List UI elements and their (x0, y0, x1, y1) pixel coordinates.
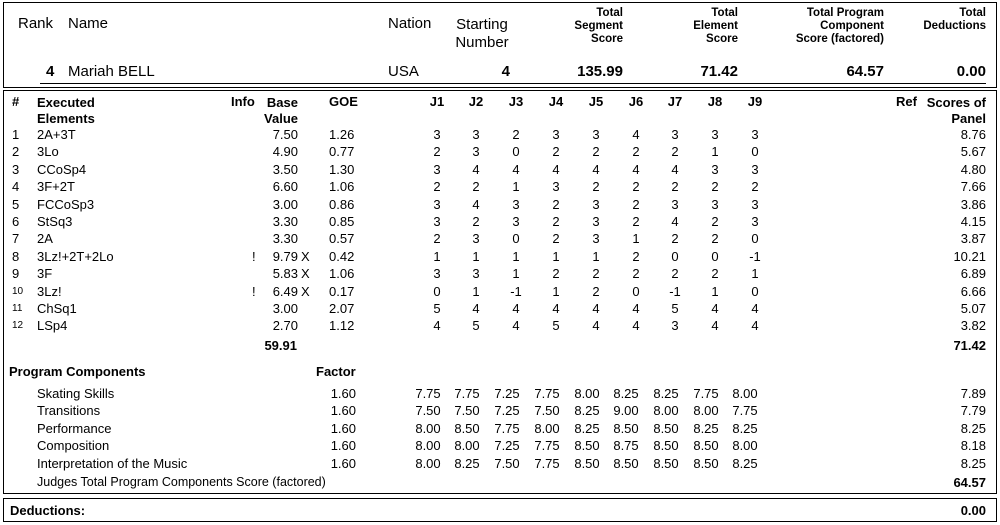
component-judge-score: 8.50 (693, 455, 719, 471)
element-number: 7 (12, 231, 20, 247)
judge-score: 4 (592, 318, 600, 334)
component-factor: 1.60 (330, 438, 356, 454)
element-row (0, 126, 1000, 143)
component-panel-score: 7.89 (960, 386, 986, 401)
component-factor: 1.60 (330, 386, 356, 401)
judge-score: 4 (751, 318, 759, 334)
judge-score: 2 (711, 266, 719, 282)
element-number: 3 (12, 161, 20, 177)
component-name: Composition (37, 438, 110, 454)
judge-score: 3 (552, 179, 560, 195)
component-judge-score: 8.50 (613, 420, 639, 436)
judge-score: 3 (711, 161, 719, 177)
component-judge-score: 8.50 (574, 438, 600, 454)
element-panel-score: 5.67 (960, 144, 986, 160)
judge-score: 3 (592, 214, 600, 229)
judge-score: 2 (592, 179, 600, 195)
judge-score: 2 (671, 144, 679, 160)
judge-score: 3 (671, 196, 679, 212)
rank-header: Rank (18, 15, 54, 32)
element-row (0, 196, 1000, 213)
judge-score: 2 (552, 196, 560, 212)
judge-score: 2 (552, 214, 560, 229)
judge-score: 3 (592, 196, 600, 212)
judge-score: 3 (751, 127, 759, 142)
total-segment-score-header: Total Segment Score (574, 7, 623, 45)
element-number: 2 (12, 144, 20, 160)
judge-score: 3 (592, 231, 600, 247)
component-judge-score: 7.25 (494, 438, 520, 454)
element-base-value: 6.49 (272, 283, 298, 299)
judge-score: 3 (472, 266, 480, 282)
element-panel-score: 4.15 (960, 214, 986, 229)
element-panel-score: 4.80 (960, 161, 986, 177)
judge-score: 3 (472, 127, 480, 142)
judge-score: 1 (711, 144, 719, 160)
judge-score: 2 (632, 248, 640, 264)
element-goe: 0.86 (329, 196, 355, 212)
element-number: 12 (12, 320, 24, 332)
judge-score: 3 (472, 144, 480, 160)
component-judge-score: 8.25 (732, 455, 758, 471)
judge-score: 3 (433, 127, 441, 142)
element-name: CCoSp4 (37, 161, 87, 177)
element-number: 11 (12, 303, 23, 314)
judge-score: -1 (669, 283, 681, 299)
component-judge-score: 7.75 (494, 420, 520, 436)
component-row (0, 385, 1000, 402)
total-program-component-score-value: 64.57 (846, 63, 884, 80)
judge-header-9: J9 (747, 94, 763, 109)
element-base-value: 9.79 (272, 248, 298, 264)
judge-score: 0 (751, 231, 759, 247)
component-judge-score: 8.50 (653, 438, 679, 454)
judge-score: 4 (632, 161, 640, 177)
judge-score: 3 (433, 214, 441, 229)
element-goe: 1.30 (329, 161, 355, 177)
element-panel-score: 6.89 (960, 266, 986, 282)
starting-number-header: Starting Number (455, 16, 509, 51)
component-judge-score: 8.00 (574, 386, 600, 401)
judge-score: 2 (711, 214, 719, 229)
judge-score: 2 (632, 179, 640, 195)
judge-score: 3 (751, 196, 759, 212)
judge-score: 2 (632, 214, 640, 229)
judge-score: 2 (592, 144, 600, 160)
component-row (0, 455, 1000, 472)
element-number: 6 (12, 214, 20, 229)
element-goe: 0.85 (329, 214, 355, 229)
element-name: 3Lo (37, 144, 59, 160)
component-judge-score: 7.50 (454, 403, 480, 419)
judge-score: 4 (512, 318, 520, 334)
judge-score: 4 (433, 318, 441, 334)
component-factor: 1.60 (330, 420, 356, 436)
component-judge-score: 8.50 (653, 455, 679, 471)
element-base-value: 2.70 (272, 318, 298, 334)
element-goe: 2.07 (329, 301, 355, 316)
judge-score: 1 (472, 248, 480, 264)
element-name: 2A (37, 231, 53, 247)
element-name: 3F (37, 266, 53, 282)
judge-score: 1 (472, 283, 480, 299)
judge-score: 5 (671, 301, 679, 316)
element-x-marker: X (301, 248, 310, 264)
component-judge-score: 8.00 (693, 403, 719, 419)
total-deductions-value: 0.00 (956, 63, 986, 80)
num-header: # (12, 94, 20, 109)
scores-of-panel-header: Scores of Panel (926, 95, 986, 126)
component-judge-score: 8.25 (454, 455, 480, 471)
judge-score: 3 (433, 196, 441, 212)
component-judge-score: 7.75 (732, 403, 758, 419)
component-judge-score: 8.00 (415, 420, 441, 436)
component-judge-score: 7.75 (693, 386, 719, 401)
judge-score: -1 (749, 248, 761, 264)
judge-score: 3 (671, 318, 679, 334)
component-factor: 1.60 (330, 403, 356, 419)
element-row (0, 178, 1000, 195)
judge-score: 2 (711, 231, 719, 247)
element-base-value: 3.50 (272, 161, 298, 177)
judge-score: 1 (592, 248, 600, 264)
judge-score: 3 (671, 127, 679, 142)
element-name: FCCoSp3 (37, 196, 95, 212)
component-judge-score: 7.75 (415, 386, 441, 401)
judge-score: 2 (671, 231, 679, 247)
judge-score: 2 (632, 196, 640, 212)
component-judge-score: 7.75 (534, 386, 560, 401)
element-panel-score: 7.66 (960, 179, 986, 195)
judge-score: 1 (512, 179, 520, 195)
judge-score: 4 (552, 301, 560, 316)
component-judge-score: 7.25 (494, 403, 520, 419)
element-base-value: 3.00 (272, 196, 298, 212)
component-name: Interpretation of the Music (37, 455, 188, 471)
judge-score: 2 (671, 179, 679, 195)
component-row (0, 420, 1000, 437)
judge-score: 3 (512, 214, 520, 229)
component-judge-score: 8.25 (613, 386, 639, 401)
total-segment-score-value: 135.99 (577, 63, 623, 80)
component-judge-score: 7.75 (534, 438, 560, 454)
component-judge-score: 8.00 (732, 386, 758, 401)
component-judge-score: 8.25 (732, 420, 758, 436)
deductions-value: 0.00 (960, 503, 986, 518)
judge-score: 2 (433, 144, 441, 160)
judge-score: 4 (671, 214, 679, 229)
judge-score: 2 (552, 144, 560, 160)
judge-score: 2 (632, 266, 640, 282)
element-x-marker: X (301, 266, 310, 282)
component-name: Performance (37, 420, 112, 436)
judge-score: 4 (751, 301, 759, 316)
component-judge-score: 8.00 (454, 438, 480, 454)
element-base-value: 4.90 (272, 144, 298, 160)
judge-header-6: J6 (628, 94, 644, 109)
base-value-header: Base Value (264, 95, 298, 126)
judge-score: 2 (552, 231, 560, 247)
judge-header-2: J2 (468, 94, 484, 109)
component-judge-score: 8.25 (574, 420, 600, 436)
judge-score: 0 (512, 144, 520, 160)
nation-header: Nation (388, 15, 432, 32)
component-judge-score: 8.75 (613, 438, 639, 454)
element-goe: 0.17 (329, 283, 355, 299)
judges-total-value: 64.57 (953, 475, 986, 490)
judge-score: 2 (632, 144, 640, 160)
element-goe: 0.42 (329, 248, 355, 264)
component-row (0, 437, 1000, 454)
total-element-score-value: 71.42 (700, 63, 738, 80)
judge-score: 0 (632, 283, 640, 299)
judge-score: 4 (512, 301, 520, 316)
judge-score: 0 (751, 144, 759, 160)
judge-header-7: J7 (667, 94, 683, 109)
element-row (0, 230, 1000, 247)
element-info: ! (252, 283, 256, 299)
element-goe: 1.12 (329, 318, 355, 334)
judge-score: 3 (552, 127, 560, 142)
element-goe: 1.06 (329, 266, 355, 282)
component-judge-score: 8.00 (534, 420, 560, 436)
component-name: Skating Skills (37, 386, 115, 401)
judge-score: 4 (711, 318, 719, 334)
element-number: 1 (12, 127, 20, 142)
judge-score: 0 (751, 283, 759, 299)
component-judge-score: 7.75 (454, 386, 480, 401)
judge-score: 2 (512, 127, 520, 142)
judge-score: 4 (671, 161, 679, 177)
element-row (0, 265, 1000, 282)
element-name: 3Lz! (37, 283, 62, 299)
judge-score: 3 (472, 231, 480, 247)
component-row (0, 402, 1000, 419)
component-judge-score: 7.50 (534, 403, 560, 419)
element-goe: 1.06 (329, 179, 355, 195)
judge-score: 3 (512, 196, 520, 212)
factor-header: Factor (316, 364, 356, 379)
judge-header-4: J4 (548, 94, 564, 109)
component-judge-score: 7.75 (534, 455, 560, 471)
judge-score: 2 (592, 283, 600, 299)
element-panel-score: 10.21 (953, 248, 986, 264)
component-judge-score: 9.00 (613, 403, 639, 419)
judge-score: 2 (711, 179, 719, 195)
ref-header: Ref (896, 94, 917, 109)
judge-score: 0 (711, 248, 719, 264)
component-judge-score: 8.50 (693, 438, 719, 454)
element-base-value: 6.60 (272, 179, 298, 195)
element-row (0, 161, 1000, 178)
judge-score: 4 (632, 318, 640, 334)
total-base-value: 59.91 (264, 338, 297, 353)
element-panel-score: 8.76 (960, 127, 986, 142)
judge-score: 0 (433, 283, 441, 299)
judge-score: 2 (552, 266, 560, 282)
name-header: Name (68, 15, 109, 32)
program-components-title: Program Components (9, 364, 146, 379)
component-judge-score: 8.00 (653, 403, 679, 419)
element-name: ChSq1 (37, 301, 77, 316)
judge-score: -1 (510, 283, 522, 299)
element-row (0, 300, 1000, 317)
judge-score: 2 (472, 179, 480, 195)
judges-total-label: Judges Total Program Components Score (factored) (37, 475, 326, 489)
judge-score: 5 (552, 318, 560, 334)
judge-score: 2 (751, 179, 759, 195)
judge-score: 4 (632, 127, 640, 142)
judge-score: 4 (472, 161, 480, 177)
judge-score: 4 (711, 301, 719, 316)
element-row (0, 283, 1000, 300)
element-x-marker: X (301, 283, 310, 299)
element-base-value: 3.30 (272, 231, 298, 247)
judge-header-3: J3 (508, 94, 524, 109)
judge-score: 2 (592, 266, 600, 282)
element-number: 4 (12, 179, 20, 195)
judge-score: 4 (472, 301, 480, 316)
summary-underline (40, 83, 986, 84)
element-panel-score: 6.66 (960, 283, 986, 299)
element-panel-score: 5.07 (960, 301, 986, 316)
component-name: Transitions (37, 403, 101, 419)
element-panel-score: 3.82 (960, 318, 986, 334)
component-judge-score: 8.25 (693, 420, 719, 436)
executed-elements-header: Executed Elements (37, 95, 95, 126)
judge-score: 3 (751, 161, 759, 177)
component-judge-score: 8.50 (454, 420, 480, 436)
deductions-box (3, 498, 997, 522)
component-judge-score: 8.00 (415, 455, 441, 471)
component-panel-score: 8.25 (960, 455, 986, 471)
judge-score: 0 (671, 248, 679, 264)
rank-value: 4 (46, 63, 55, 80)
component-judge-score: 8.50 (574, 455, 600, 471)
element-number: 8 (12, 248, 20, 264)
nation-value: USA (388, 63, 419, 80)
judge-score: 5 (472, 318, 480, 334)
element-number: 10 (12, 285, 24, 297)
judge-score: 4 (592, 301, 600, 316)
component-factor: 1.60 (330, 455, 356, 471)
judge-score: 1 (751, 266, 759, 282)
component-judge-score: 8.50 (613, 455, 639, 471)
judge-score: 2 (433, 231, 441, 247)
judge-score: 1 (433, 248, 441, 264)
component-judge-score: 7.25 (494, 386, 520, 401)
element-base-value: 7.50 (272, 127, 298, 142)
judge-header-8: J8 (707, 94, 723, 109)
component-panel-score: 8.18 (960, 438, 986, 454)
component-judge-score: 8.00 (415, 438, 441, 454)
element-row (0, 213, 1000, 230)
component-judge-score: 8.25 (653, 386, 679, 401)
element-row (0, 317, 1000, 334)
element-name: 3F+2T (37, 179, 75, 195)
judge-score: 3 (433, 266, 441, 282)
judge-score: 3 (711, 127, 719, 142)
element-goe: 1.26 (329, 127, 355, 142)
judge-score: 2 (472, 214, 480, 229)
judge-score: 4 (552, 161, 560, 177)
element-goe: 0.77 (329, 144, 355, 160)
element-name: 2A+3T (37, 127, 76, 142)
info-header: Info (231, 94, 255, 109)
judge-score: 5 (433, 301, 441, 316)
element-name: LSp4 (37, 318, 68, 334)
element-row (0, 248, 1000, 265)
element-name: StSq3 (37, 214, 73, 229)
judge-score: 1 (552, 248, 560, 264)
component-panel-score: 7.79 (960, 403, 986, 419)
judge-score: 3 (711, 196, 719, 212)
judge-score: 4 (472, 196, 480, 212)
element-number: 5 (12, 196, 20, 212)
judge-score: 3 (433, 161, 441, 177)
component-panel-score: 8.25 (960, 420, 986, 436)
judge-score: 2 (671, 266, 679, 282)
judge-score: 3 (592, 127, 600, 142)
element-panel-score: 3.87 (960, 231, 986, 247)
element-name: 3Lz!+2T+2Lo (37, 248, 114, 264)
total-element-score-header: Total Element Score (693, 7, 738, 45)
component-judge-score: 7.50 (415, 403, 441, 419)
judge-header-5: J5 (588, 94, 604, 109)
judge-score: 1 (552, 283, 560, 299)
deductions-label: Deductions: (10, 503, 86, 518)
element-base-value: 3.00 (272, 301, 298, 316)
element-base-value: 3.30 (272, 214, 298, 229)
judge-score: 1 (512, 266, 520, 282)
starting-number-value: 4 (501, 63, 510, 80)
judge-score: 3 (751, 214, 759, 229)
judge-score: 0 (512, 231, 520, 247)
component-judge-score: 8.00 (732, 438, 758, 454)
element-panel-score: 3.86 (960, 196, 986, 212)
judge-score: 4 (632, 301, 640, 316)
total-elements-score: 71.42 (953, 338, 986, 353)
component-judge-score: 8.25 (574, 403, 600, 419)
component-judge-score: 8.50 (653, 420, 679, 436)
judge-score: 1 (711, 283, 719, 299)
judge-header-1: J1 (429, 94, 445, 109)
skater-name: Mariah BELL (68, 63, 155, 80)
element-number: 9 (12, 266, 20, 282)
element-goe: 0.57 (329, 231, 355, 247)
element-row (0, 143, 1000, 160)
total-deductions-header: Total Deductions (923, 7, 986, 32)
element-base-value: 5.83 (272, 266, 298, 282)
element-info: ! (252, 248, 256, 264)
goe-header: GOE (329, 94, 358, 109)
judge-score: 4 (512, 161, 520, 177)
judge-score: 2 (433, 179, 441, 195)
judge-score: 4 (592, 161, 600, 177)
component-judge-score: 7.50 (494, 455, 520, 471)
judge-score: 1 (512, 248, 520, 264)
judge-score: 1 (632, 231, 640, 247)
total-program-component-score-header: Total Program Component Score (factored) (795, 7, 884, 45)
